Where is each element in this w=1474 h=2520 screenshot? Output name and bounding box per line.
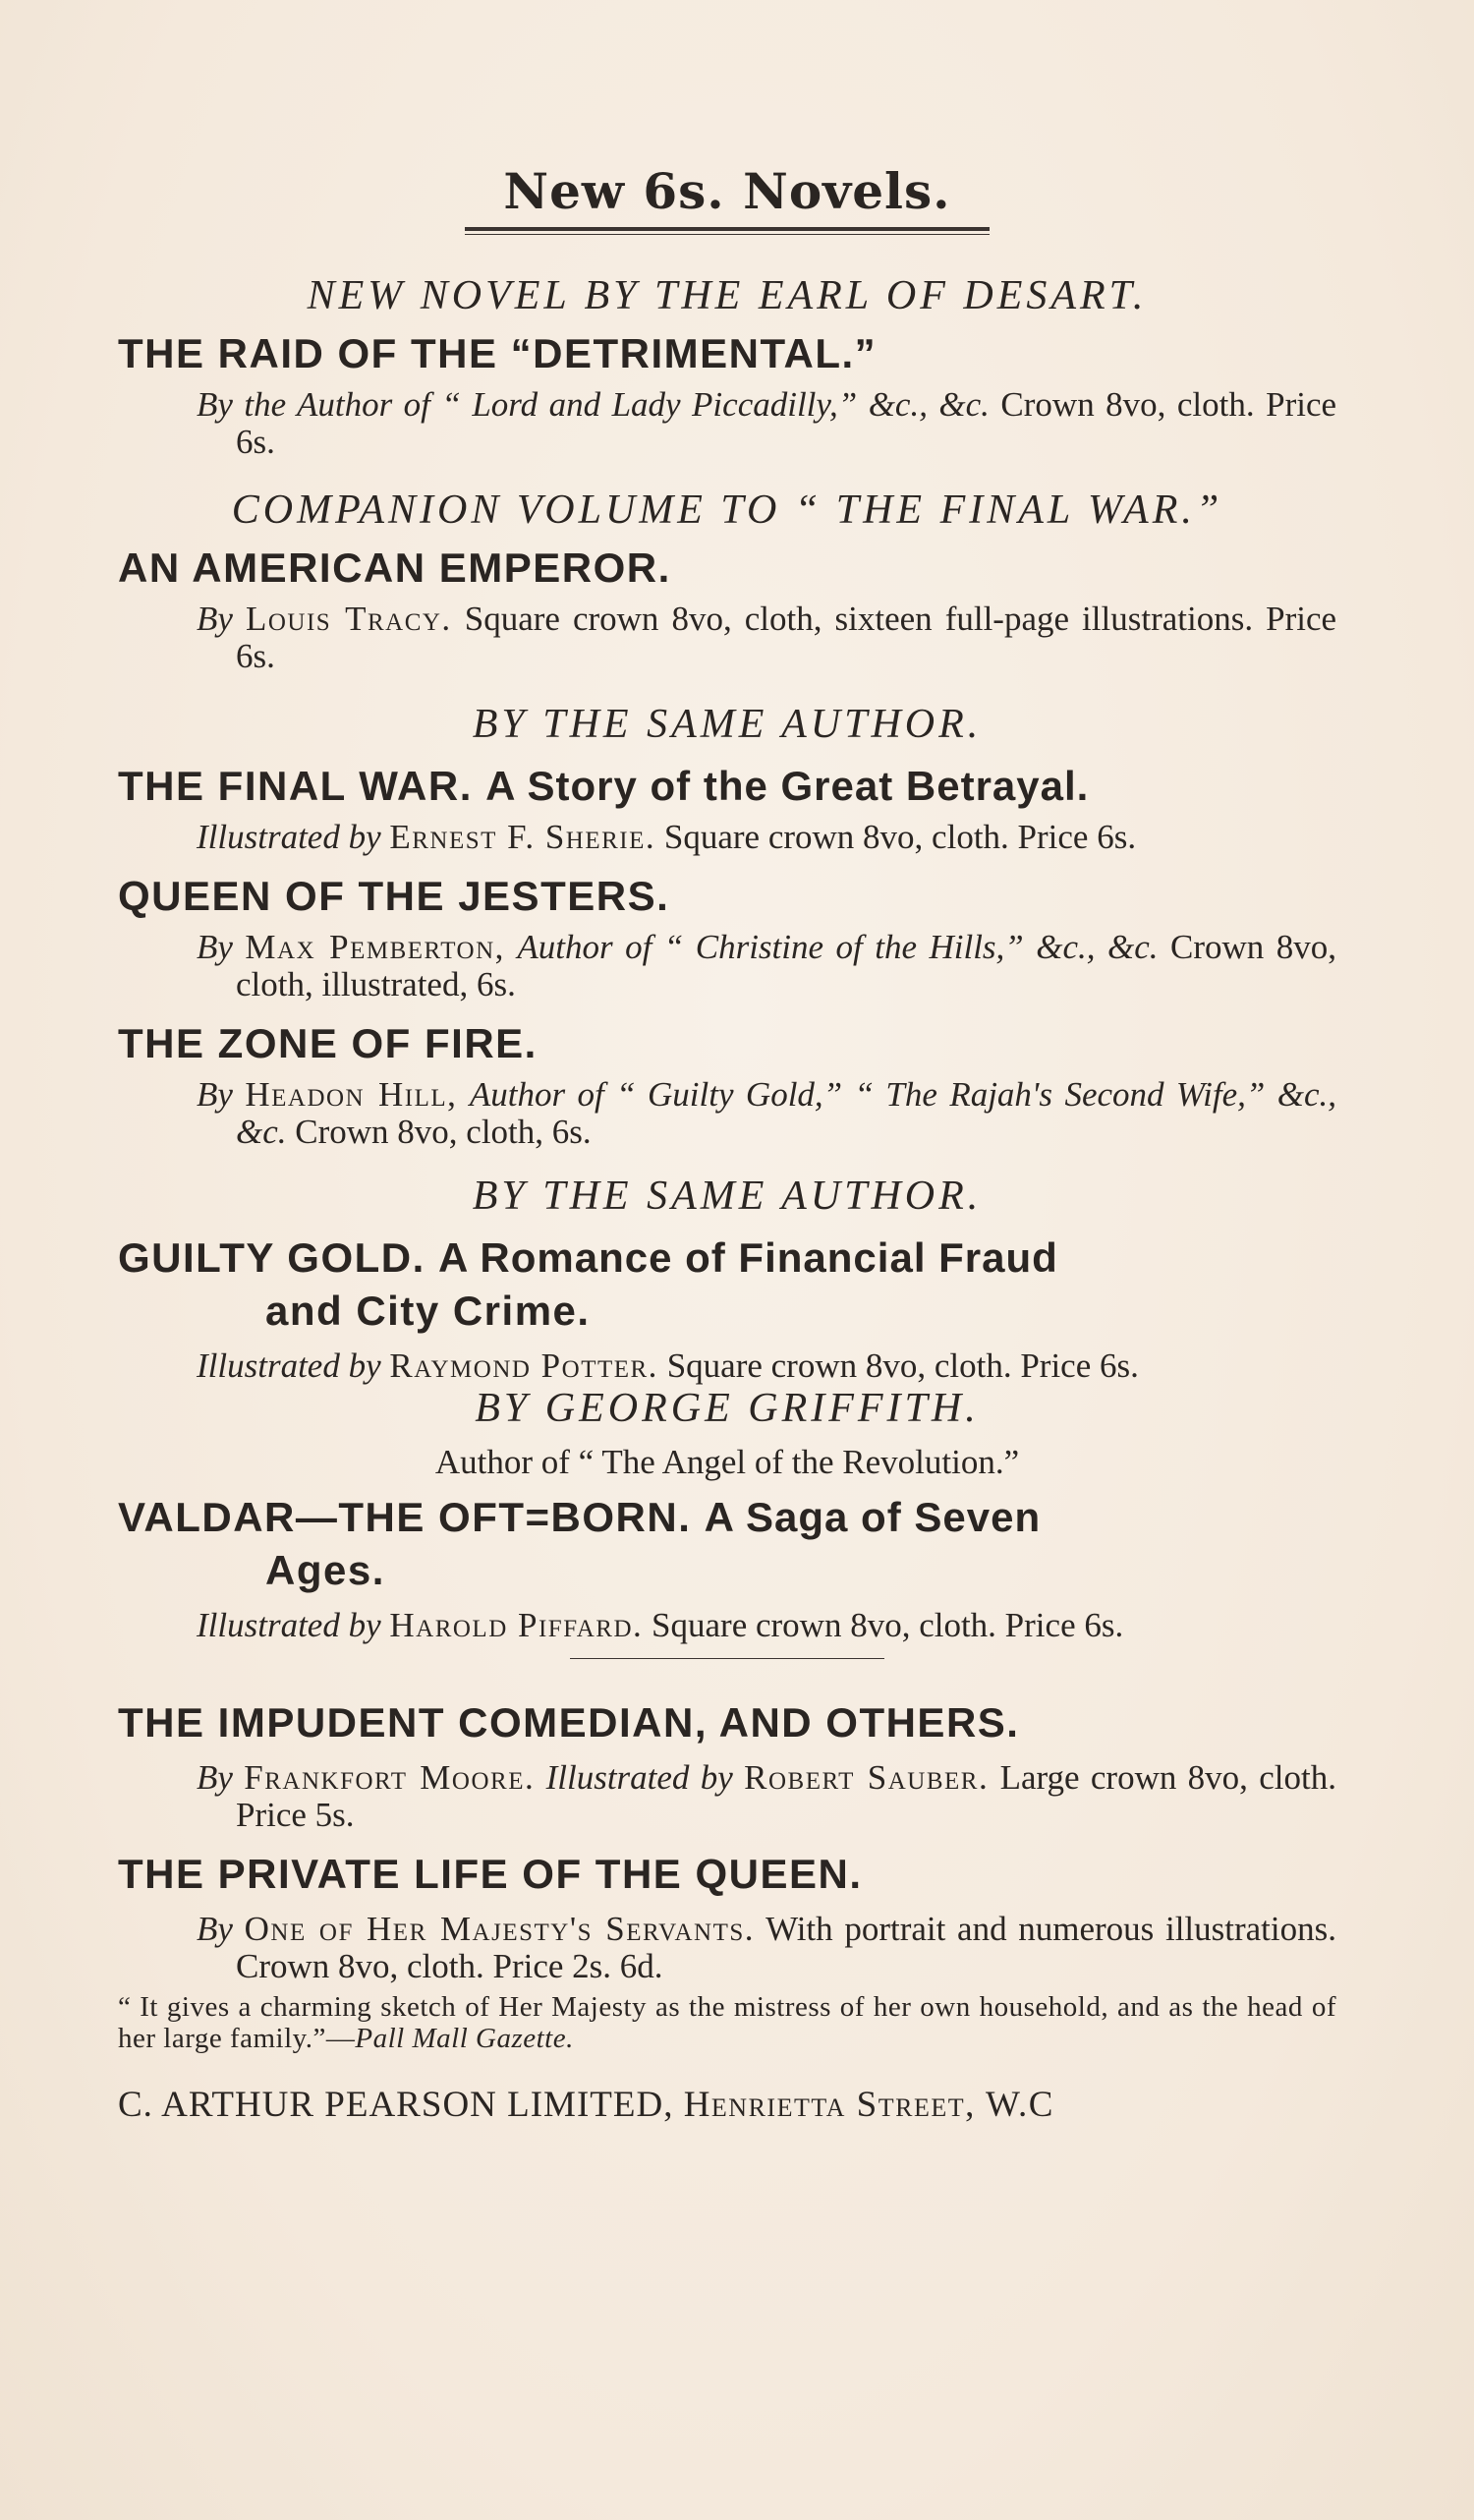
author-name: Max Pemberton, (245, 928, 505, 966)
works-list: “ Guilty Gold,” “ The Rajah's Second Wife,” &c., &c. (236, 1075, 1337, 1151)
by-label: By (197, 600, 233, 638)
book-details: Crown 8vo, cloth, illustrated, 6s. (236, 928, 1336, 1003)
griffith-credit: Author of “ The Angel of the Revolution.” (434, 1443, 1020, 1481)
book-details: Square crown 8vo, cloth. Price 6s. (652, 1606, 1124, 1644)
kicker-same-author: BY THE SAME AUTHOR. (472, 702, 983, 747)
book-title-impudent: THE IMPUDENT COMEDIAN, AND OTHERS. (118, 1699, 1020, 1746)
page-title: New 6s. Novels. (503, 162, 951, 220)
advert-content (118, 162, 1336, 2127)
by-label: By (197, 1758, 233, 1797)
book-details: Crown 8vo, cloth, 6s. (295, 1113, 592, 1151)
by-label: By (197, 1075, 233, 1114)
illustrator-name: Harold Piffard. (389, 1606, 644, 1644)
publisher-address: Henrietta Street, W.C (683, 2085, 1054, 2125)
book-title-valdar (118, 1491, 1336, 1597)
book-desc-emperor (118, 601, 1336, 675)
author-name: Headon Hill, (245, 1075, 458, 1114)
illustrated-label: Illustrated by (197, 1346, 381, 1385)
book-details: Square crown 8vo, cloth. Price 6s. (666, 1346, 1139, 1385)
book-desc-valdar (118, 1607, 1336, 1644)
book-details: With portrait and numerous illustrations. Crown 8vo, cloth. Price 2s. 6d. (236, 1910, 1337, 1985)
by-label: By (197, 1910, 233, 1948)
publisher-imprint (118, 2084, 1336, 2127)
book-title-final-war (118, 760, 1336, 813)
title-text: GUILTY GOLD. (118, 1234, 425, 1281)
by-label: By (197, 928, 233, 966)
book-desc-jesters (118, 929, 1336, 1003)
illustrator-name: Robert Sauber. (744, 1758, 990, 1797)
quote-text: “ It gives a charming sketch of Her Majesty as the mistress of her own household, and as the head of her large family.”— (118, 1991, 1336, 2054)
illustrator-name: Raymond Potter. (389, 1346, 658, 1385)
author-name: Louis Tracy. (245, 600, 452, 638)
book-desc-guilty-gold (118, 1347, 1336, 1385)
author-name: Frankfort Moore. (244, 1758, 536, 1797)
illustrated-label: Illustrated by (197, 1606, 381, 1644)
illustrated-label: Illustrated by (197, 818, 381, 856)
section-divider (570, 1658, 884, 1659)
author-name: One of Her Majesty's Servants. (244, 1910, 756, 1948)
illustrator-name: Ernest F. Sherie. (389, 818, 656, 856)
kicker-desart: NEW NOVEL BY THE EARL OF DESART. (307, 273, 1148, 318)
subtitle-continued: and City Crime. (265, 1288, 591, 1334)
book-title-emperor: AN AMERICAN EMPEROR. (118, 544, 671, 591)
book-title-zone: THE ZONE OF FIRE. (118, 1020, 538, 1066)
book-details: Crown 8vo, cloth. Price 6s. (236, 385, 1337, 461)
book-desc-zone (118, 1076, 1336, 1151)
works-list: “ Christine of the Hills,” &c., &c. (663, 928, 1159, 966)
book-desc-private-life (118, 1911, 1336, 1985)
title-rule (465, 227, 990, 235)
kicker-companion: COMPANION VOLUME TO “ THE FINAL WAR.” (231, 487, 1223, 533)
illustrated-label: Illustrated by (545, 1758, 733, 1797)
press-quote (118, 1991, 1336, 2054)
book-details: Square crown 8vo, cloth, sixteen full-page illustrations. Price 6s. (236, 600, 1337, 675)
book-desc-raid (118, 386, 1336, 461)
book-title-jesters: QUEEN OF THE JESTERS. (118, 873, 670, 919)
subtitle-text: A Saga of Seven (704, 1494, 1042, 1540)
book-details: Large crown 8vo, cloth. Price 5s. (236, 1758, 1337, 1834)
title-text: VALDAR—THE OFT=BORN. (118, 1494, 692, 1540)
book-desc-impudent (118, 1759, 1336, 1834)
subtitle-text: A Romance of Financial Fraud (437, 1234, 1058, 1281)
author-of-label: Author of (517, 928, 652, 966)
book-details: Square crown 8vo, cloth. Price 6s. (663, 818, 1137, 856)
subtitle-text: A Story of the Great Betrayal. (485, 763, 1090, 809)
book-title-private-life: THE PRIVATE LIFE OF THE QUEEN. (118, 1851, 863, 1897)
book-desc-final-war (118, 819, 1336, 856)
book-title-guilty-gold (118, 1231, 1336, 1338)
kicker-same-author-2: BY THE SAME AUTHOR. (472, 1174, 983, 1219)
book-title-raid: THE RAID OF THE “DETRIMENTAL.” (118, 330, 878, 376)
author-of-label: Author of (469, 1075, 604, 1114)
kicker-griffith: BY GEORGE GRIFFITH. (475, 1386, 980, 1431)
works-list: “ Lord and Lady Piccadilly,” &c., &c. (441, 385, 990, 424)
subtitle-continued: Ages. (265, 1547, 385, 1593)
quote-source: Pall Mall Gazette. (355, 2023, 574, 2054)
title-text: THE FINAL WAR. (118, 763, 473, 809)
by-label: By the Author of (197, 385, 430, 424)
publisher-name: C. ARTHUR PEARSON LIMITED, (118, 2085, 674, 2125)
